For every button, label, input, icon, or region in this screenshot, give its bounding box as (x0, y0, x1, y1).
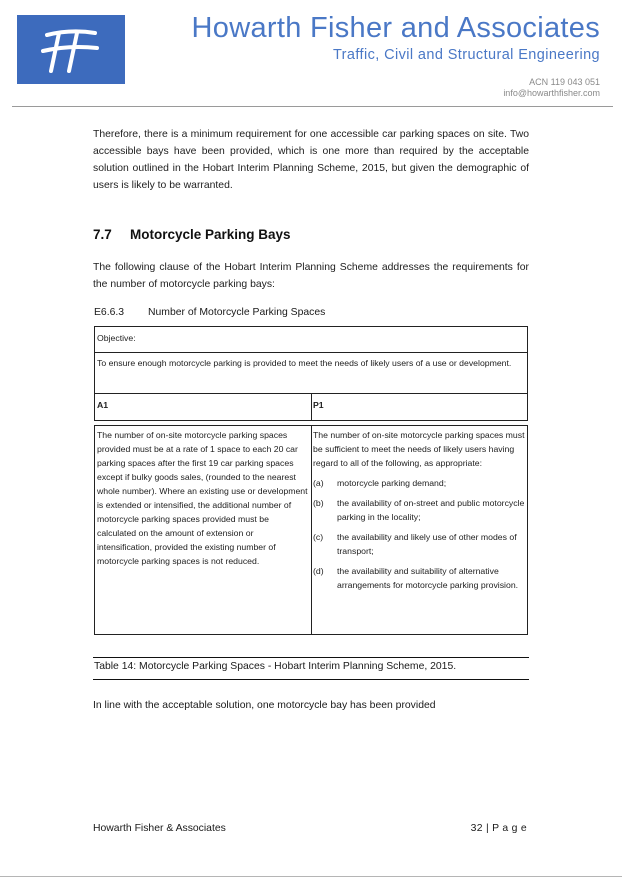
closing-paragraph: In line with the acceptable solution, one motorcycle bay has been provided (93, 700, 436, 711)
criteria-item (313, 530, 525, 558)
company-subtitle: Traffic, Civil and Structural Engineering (332, 47, 600, 63)
company-contact (400, 77, 600, 99)
criteria-item (313, 564, 525, 592)
page-label: | P a g e (485, 823, 527, 834)
section-heading (93, 227, 291, 242)
acn-number: ACN 119 043 051 (529, 77, 600, 87)
column-header-a1: A1 (94, 394, 312, 420)
section-paragraph: The following clause of the Hobart Interim Planning Scheme addresses the requirements for the number of motorcycle parking bays: (93, 262, 529, 290)
criteria-text: the availability and likely use of other modes of transport; (337, 532, 517, 556)
criteria-label: (a) (313, 478, 324, 488)
criteria-label: (d) (313, 566, 324, 576)
company-name: Howarth Fisher and Associates (191, 12, 600, 44)
criteria-text: the availability of on-street and public motorcycle parking in the locality; (337, 498, 525, 522)
p1-performance-criteria-cell (311, 425, 528, 635)
clause-number: E6.6.3 (94, 307, 125, 318)
header-divider (12, 106, 613, 107)
criteria-label: (b) (313, 498, 324, 508)
objective-text-cell: To ensure enough motorcycle parking is provided to meet the needs of likely users of a use or development. (94, 353, 528, 394)
criteria-item (313, 476, 525, 490)
p1-intro: The number of on-site motorcycle parking spaces must be sufficient to meet the needs of likely users having regard to all of the following, as appropriate: (313, 430, 525, 468)
table-caption: Table 14: Motorcycle Parking Spaces - Hobart Interim Planning Scheme, 2015. (94, 661, 457, 672)
objective-label-cell: Objective: (94, 327, 528, 353)
criteria-label: (c) (313, 532, 324, 542)
criteria-item (313, 496, 525, 524)
logo-ff-mark (17, 15, 125, 84)
criteria-text: motorcycle parking demand; (337, 478, 447, 488)
clause-heading (94, 307, 325, 318)
section-number: 7.7 (93, 227, 112, 242)
column-header-p1: P1 (311, 394, 528, 420)
intro-paragraph: Therefore, there is a minimum requirement for one accessible car parking spaces on site. Two accessible bays have been provided, which is one more than required by the acceptable solution outlined in the Hobart Interim Planning Scheme, 2015, but given the demographic of users is likely to be warranted. (93, 129, 529, 191)
page-bottom-divider (0, 876, 622, 877)
criteria-text: the availability and suitability of alternative arrangements for motorcycle parking provision. (337, 566, 519, 590)
caption-rule-bottom (93, 679, 529, 680)
table-header-divider (94, 420, 528, 421)
page-number: 32 (470, 823, 483, 834)
a1-acceptable-solution-cell: The number of on-site motorcycle parking spaces provided must be at a rate of 1 space to each 20 car parking spaces after the first 19 car parking spaces except if bulky goods sales, (rounded to the nearest whole number). Where an existing use or development is extended or intensified, the additional number of motorcycle parking spaces provided must be calculated on the amount of extension or intensification, provided the existing number of motorcycle parking spaces is not reduced. (94, 425, 312, 635)
caption-rule-top (93, 657, 529, 658)
company-logo (17, 15, 125, 84)
footer-company: Howarth Fisher & Associates (93, 823, 226, 834)
section-title: Motorcycle Parking Bays (130, 227, 291, 242)
clause-title: Number of Motorcycle Parking Spaces (148, 307, 326, 318)
email-address: info@howarthfisher.com (503, 88, 600, 98)
footer-page-number (400, 823, 527, 834)
